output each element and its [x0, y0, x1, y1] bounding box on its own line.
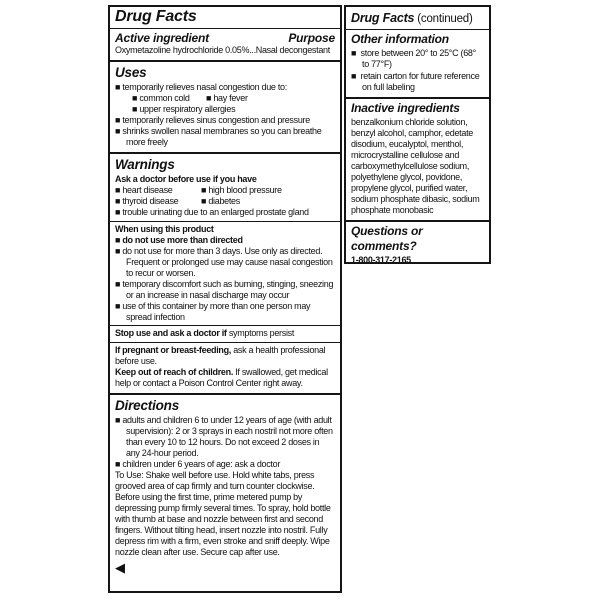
questions-heading: Questions or comments?	[351, 224, 423, 253]
uses-heading: Uses	[115, 65, 147, 80]
condition-prostate: ■ trouble urinating due to an enlarged prostate gland	[115, 207, 309, 217]
other-information-section	[346, 29, 489, 97]
when-using-item-directed: ■ do not use more than directed	[115, 234, 243, 245]
other-info-item-retain: ■ retain carton for future reference on full labeling	[351, 71, 480, 92]
uses-item-shrinks: ■ shrinks swollen nasal membranes so you can breathe more freely	[115, 126, 322, 147]
condition-heart-disease: ■ heart disease	[115, 185, 173, 195]
questions-section	[346, 220, 489, 264]
uses-item-hay-fever: ■ hay fever	[206, 93, 248, 103]
active-ingredient-section	[110, 28, 340, 60]
drug-facts-panel	[108, 5, 342, 593]
uses-item-allergies: ■ upper respiratory allergies	[132, 104, 236, 114]
pregnant-statement: If pregnant or breast-feeding, ask a health professional before use.	[115, 344, 326, 366]
inactive-ingredients-section	[346, 97, 489, 220]
stop-use-statement: Stop use and ask a doctor if symptoms persist	[115, 328, 295, 338]
directions-item-adults: ■ adults and children 6 to under 12 years of age (with adult supervision): 2 or 3 sprays in each nostril not more often than every 10 to 12 hours. Do not exceed 2 doses in any 24-hour period.	[115, 414, 333, 458]
other-info-item-store: ■ store between 20° to 25°C (68° to 77°F)	[351, 48, 476, 69]
active-ingredient-heading: Active ingredient	[115, 31, 209, 45]
uses-item-sinus: ■ temporarily relieves sinus congestion and pressure	[115, 115, 310, 125]
warnings-section	[110, 152, 340, 393]
warnings-divider	[110, 325, 340, 326]
directions-heading: Directions	[115, 397, 180, 413]
active-ingredient-value: Oxymetazoline hydrochloride 0.05%...Nasal decongestant	[115, 45, 330, 55]
when-using-item-3days: ■ do not use for more than 3 days. Use only as directed. Frequent or prolonged use may cause nasal congestion to recur or worsen.	[115, 245, 333, 278]
drug-facts-continued-panel	[344, 5, 491, 264]
condition-thyroid-disease: ■ thyroid disease	[115, 196, 179, 206]
when-using-item-discomfort: ■ temporary discomfort such as burning, stinging, sneezing or an increase in nasal discharge may occur	[115, 278, 334, 300]
uses-section	[110, 60, 340, 152]
when-using-item-container: ■ use of this container by more than one person may spread infection	[115, 300, 311, 322]
ask-doctor-heading: Ask a doctor before use if you have	[115, 174, 257, 184]
drug-facts-continued-title: Drug Facts (continued)	[351, 11, 473, 25]
condition-diabetes: ■ diabetes	[201, 196, 240, 206]
uses-item-congestion: ■ temporarily relieves nasal congestion due to:	[115, 82, 287, 92]
questions-phone-number: 1-800-317-2165	[351, 255, 411, 264]
warnings-heading: Warnings	[115, 157, 175, 172]
condition-high-blood-pressure: ■ high blood pressure	[201, 185, 282, 195]
drug-facts-title: Drug Facts	[115, 8, 197, 25]
when-using-heading: When using this product	[115, 223, 214, 234]
other-information-heading: Other information	[351, 32, 449, 46]
uses-item-common-cold: ■ common cold	[132, 93, 190, 103]
warnings-divider	[110, 342, 340, 343]
directions-to-use: To Use: Shake well before use. Hold white tabs, press grooved area of cap firmly and turn counter clockwise. Before using the first time, prime metered pump by depressing pump firmly several times. To spray, hold bottle with thumb at base and nozzle between first and second fingers. Without tilting head, insert nozzle into nostril. Fully depress rim with a firm, even stroke and sniff deeply. Wipe nozzle clean after use. Secure cap after use.	[115, 469, 331, 557]
keep-out-statement: Keep out of reach of children. If swallowed, get medical help or contact a Poison Control Center right away.	[115, 366, 328, 388]
directions-section	[110, 393, 340, 578]
warnings-divider	[110, 221, 340, 222]
purpose-heading: Purpose	[288, 31, 335, 45]
inactive-ingredients-heading: Inactive ingredients	[351, 101, 460, 115]
inactive-ingredients-list: benzalkonium chloride solution, benzyl alcohol, camphor, edetate disodium, eucalyptol, menthol, microcrystalline cellulose and carboxymethylcellulose sodium, polyethylene glycol, povidone, propylene glycol, purified water, sodium phosphate dibasic, sodium phosphate monobasic	[351, 117, 480, 215]
directions-item-children: ■ children under 6 years of age: ask a doctor	[115, 458, 281, 469]
fold-arrow-icon: ◀	[115, 559, 125, 575]
